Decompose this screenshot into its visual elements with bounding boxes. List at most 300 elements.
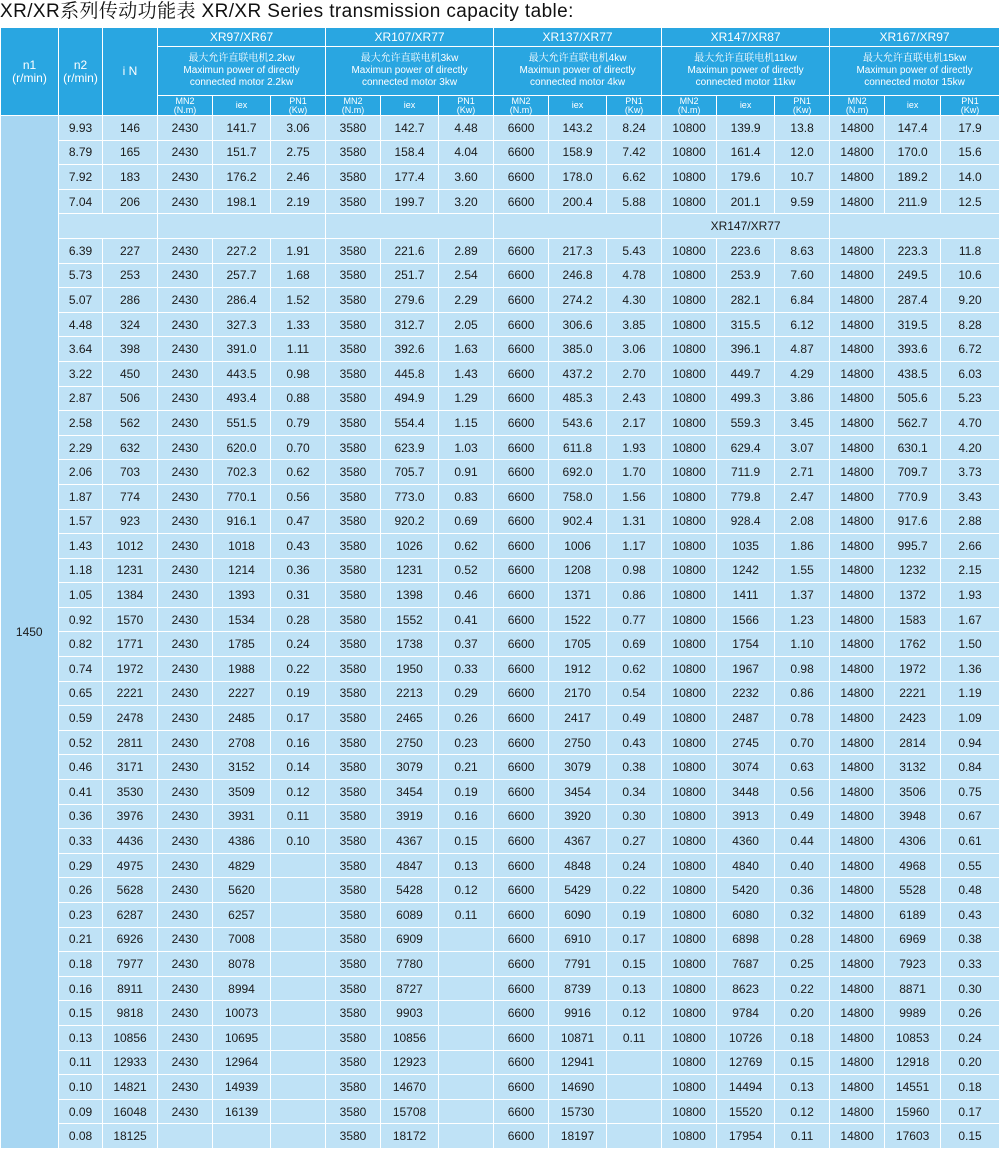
table-cell: 1762 — [885, 632, 941, 657]
unit-header-iex — [381, 96, 439, 116]
table-cell: 6600 — [494, 1001, 549, 1026]
model-description-cn: 最大允许直联电机3kw — [360, 53, 459, 64]
table-cell: 3580 — [326, 632, 381, 657]
table-cell: 551.5 — [213, 411, 271, 436]
table-cell: 2.71 — [775, 460, 830, 485]
table-cell: 3580 — [326, 140, 381, 165]
table-cell: 6600 — [494, 238, 549, 263]
table-cell: 2417 — [549, 706, 607, 731]
table-cell: 2213 — [381, 681, 439, 706]
table-cell: 14800 — [830, 976, 885, 1001]
unit-header-label: iex — [571, 100, 584, 110]
table-cell — [271, 1124, 326, 1149]
table-cell: 0.22 — [775, 976, 830, 1001]
table-cell: 10800 — [662, 1050, 717, 1075]
table-cell: 0.22 — [271, 657, 326, 682]
table-cell: 438.5 — [885, 361, 941, 386]
empty-cell — [830, 214, 1000, 239]
table-cell: 4848 — [549, 853, 607, 878]
table-cell: 1972 — [103, 657, 158, 682]
table-cell: 1.91 — [271, 238, 326, 263]
table-cell: 1.29 — [439, 386, 494, 411]
table-cell: 2.70 — [607, 361, 662, 386]
table-cell: 0.19 — [439, 780, 494, 805]
table-cell: 2.54 — [439, 263, 494, 288]
table-cell: 3580 — [326, 116, 381, 141]
unit-header-mn2 — [494, 96, 549, 116]
table-cell: 3152 — [213, 755, 271, 780]
table-cell: 711.9 — [717, 460, 775, 485]
table-cell: 15960 — [885, 1099, 941, 1124]
table-cell: 0.69 — [439, 509, 494, 534]
table-cell: 6600 — [494, 484, 549, 509]
table-cell: 0.09 — [59, 1099, 103, 1124]
table-cell: 3580 — [326, 238, 381, 263]
table-cell — [271, 1025, 326, 1050]
table-cell: 9989 — [885, 1001, 941, 1026]
table-cell: 3530 — [103, 780, 158, 805]
table-cell: 0.62 — [607, 657, 662, 682]
table-cell: 14670 — [381, 1075, 439, 1100]
table-cell: 10800 — [662, 411, 717, 436]
table-cell: 3580 — [326, 927, 381, 952]
table-cell: 2430 — [158, 804, 213, 829]
table-cell: 1967 — [717, 657, 775, 682]
table-cell: 2465 — [381, 706, 439, 731]
table-cell: 227.2 — [213, 238, 271, 263]
table-cell: 6600 — [494, 116, 549, 141]
table-cell: 189.2 — [885, 165, 941, 190]
table-cell: 6257 — [213, 903, 271, 928]
table-cell: 14800 — [830, 632, 885, 657]
table-cell: 10800 — [662, 853, 717, 878]
table-cell: 9784 — [717, 1001, 775, 1026]
table-cell: 0.38 — [941, 927, 1000, 952]
table-cell: 5628 — [103, 878, 158, 903]
table-cell: 0.41 — [439, 607, 494, 632]
table-row — [1, 632, 1000, 657]
table-cell: 0.70 — [271, 435, 326, 460]
table-cell — [213, 1124, 271, 1149]
table-cell: 1026 — [381, 534, 439, 559]
table-cell: 201.1 — [717, 189, 775, 214]
table-cell — [607, 1050, 662, 1075]
table-cell: 2227 — [213, 681, 271, 706]
table-cell: 0.67 — [941, 804, 1000, 829]
table-row — [1, 263, 1000, 288]
table-cell: 0.20 — [775, 1001, 830, 1026]
table-cell: 178.0 — [549, 165, 607, 190]
table-cell: 445.8 — [381, 361, 439, 386]
table-cell: 3580 — [326, 312, 381, 337]
table-cell: 0.82 — [59, 632, 103, 657]
table-cell: 4.48 — [439, 116, 494, 141]
model-description-en2: connected motor 11kw — [695, 77, 796, 88]
table-cell: 1231 — [103, 558, 158, 583]
table-cell: 391.0 — [213, 337, 271, 362]
table-cell: 14800 — [830, 927, 885, 952]
unit-header-mn2 — [830, 96, 885, 116]
table-cell: 2.66 — [941, 534, 1000, 559]
page-title: XR/XR系列传动功能表 XR/XR Series transmission capacity table: — [0, 1, 574, 22]
table-cell: 15708 — [381, 1099, 439, 1124]
table-cell: 3580 — [326, 534, 381, 559]
table-cell: 10726 — [717, 1025, 775, 1050]
table-cell — [439, 1099, 494, 1124]
header-in-label: i N — [122, 64, 138, 78]
table-cell: 779.8 — [717, 484, 775, 509]
table-cell — [439, 1001, 494, 1026]
table-cell: 3580 — [326, 878, 381, 903]
table-cell: 0.15 — [607, 952, 662, 977]
table-cell: 1.52 — [271, 288, 326, 313]
table-cell: 3580 — [326, 829, 381, 854]
table-cell: 0.79 — [271, 411, 326, 436]
table-cell: 5429 — [549, 878, 607, 903]
table-cell: 286 — [103, 288, 158, 313]
table-cell: 3580 — [326, 657, 381, 682]
table-cell: 916.1 — [213, 509, 271, 534]
table-cell: 14800 — [830, 435, 885, 460]
table-cell: 392.6 — [381, 337, 439, 362]
table-cell: 10.7 — [775, 165, 830, 190]
table-cell: 1.93 — [941, 583, 1000, 608]
table-cell — [439, 976, 494, 1001]
empty-cell — [158, 214, 326, 239]
table-cell: 6600 — [494, 657, 549, 682]
table-cell: 0.15 — [439, 829, 494, 854]
table-cell: 10800 — [662, 976, 717, 1001]
table-cell: 10.6 — [941, 263, 1000, 288]
table-cell: 917.6 — [885, 509, 941, 534]
table-cell: 632 — [103, 435, 158, 460]
table-cell: 2430 — [158, 730, 213, 755]
table-cell: 10800 — [662, 1001, 717, 1026]
model-description-en1: Maximun power of directly — [856, 65, 973, 76]
table-cell: 14800 — [830, 140, 885, 165]
model-name-1: XR107/XR77 — [326, 28, 494, 47]
table-cell: 2170 — [549, 681, 607, 706]
table-cell: 0.10 — [271, 829, 326, 854]
table-cell: 6080 — [717, 903, 775, 928]
table-cell: 3.06 — [607, 337, 662, 362]
table-cell: 6.39 — [59, 238, 103, 263]
table-cell: 0.16 — [271, 730, 326, 755]
table-body — [1, 116, 1000, 1149]
table-row — [1, 927, 1000, 952]
table-cell: 3074 — [717, 755, 775, 780]
table-cell: 2430 — [158, 238, 213, 263]
table-cell: 2430 — [158, 165, 213, 190]
table-cell: 2430 — [158, 534, 213, 559]
table-cell: 10800 — [662, 730, 717, 755]
table-cell: 6.72 — [941, 337, 1000, 362]
table-cell — [271, 878, 326, 903]
table-cell — [607, 1075, 662, 1100]
table-cell: 6600 — [494, 730, 549, 755]
table-cell: 6189 — [885, 903, 941, 928]
table-cell: 3.06 — [271, 116, 326, 141]
unit-header-label: MN2 (N.m) — [677, 95, 701, 115]
header-n2-label: n2 (r/min) — [63, 57, 98, 85]
table-cell: 1566 — [717, 607, 775, 632]
table-cell: 0.78 — [775, 706, 830, 731]
table-cell: 0.70 — [775, 730, 830, 755]
table-cell: 1012 — [103, 534, 158, 559]
table-cell: 1.05 — [59, 583, 103, 608]
unit-header-label: MN2 (N.m) — [509, 95, 533, 115]
table-cell: 2478 — [103, 706, 158, 731]
table-cell: 14800 — [830, 730, 885, 755]
table-cell: 2430 — [158, 411, 213, 436]
table-cell: 2.43 — [607, 386, 662, 411]
table-cell: 3580 — [326, 189, 381, 214]
table-cell: 198.1 — [213, 189, 271, 214]
table-cell: 10800 — [662, 706, 717, 731]
table-cell: 4.30 — [607, 288, 662, 313]
table-cell: 4306 — [885, 829, 941, 854]
table-cell: 702.3 — [213, 460, 271, 485]
table-cell: 312.7 — [381, 312, 439, 337]
table-cell: 8.24 — [607, 116, 662, 141]
table-cell: 3.60 — [439, 165, 494, 190]
table-cell: 0.19 — [607, 903, 662, 928]
table-cell: 8727 — [381, 976, 439, 1001]
table-cell: 0.41 — [59, 780, 103, 805]
table-cell: 14800 — [830, 509, 885, 534]
table-cell: 10800 — [662, 263, 717, 288]
table-cell: 10800 — [662, 509, 717, 534]
table-cell: 0.13 — [59, 1025, 103, 1050]
table-cell: 0.36 — [59, 804, 103, 829]
table-cell: 0.33 — [59, 829, 103, 854]
table-cell: 709.7 — [885, 460, 941, 485]
table-cell: 327.3 — [213, 312, 271, 337]
table-cell: 4.20 — [941, 435, 1000, 460]
table-cell: 6600 — [494, 189, 549, 214]
table-cell: 1738 — [381, 632, 439, 657]
table-cell: 1950 — [381, 657, 439, 682]
table-cell: 3454 — [381, 780, 439, 805]
table-cell — [439, 952, 494, 977]
table-row — [1, 878, 1000, 903]
table-cell: 12769 — [717, 1050, 775, 1075]
table-cell: 4840 — [717, 853, 775, 878]
table-cell: 2.29 — [439, 288, 494, 313]
table-cell: 5528 — [885, 878, 941, 903]
table-cell: 6600 — [494, 1124, 549, 1149]
table-cell: 2.08 — [775, 509, 830, 534]
table-cell: 176.2 — [213, 165, 271, 190]
table-cell — [271, 903, 326, 928]
table-row — [1, 1124, 1000, 1149]
unit-header-iex — [213, 96, 271, 116]
table-cell: 2430 — [158, 509, 213, 534]
table-cell: 5428 — [381, 878, 439, 903]
table-cell — [439, 1075, 494, 1100]
table-cell: 1.33 — [271, 312, 326, 337]
table-cell: 1.23 — [775, 607, 830, 632]
table-cell: 3919 — [381, 804, 439, 829]
table-cell: 449.7 — [717, 361, 775, 386]
table-cell: 0.43 — [271, 534, 326, 559]
table-cell: 1.50 — [941, 632, 1000, 657]
table-cell: 1972 — [885, 657, 941, 682]
table-cell: 10856 — [381, 1025, 439, 1050]
table-cell: 4.78 — [607, 263, 662, 288]
table-cell: 6600 — [494, 1050, 549, 1075]
table-cell: 7791 — [549, 952, 607, 977]
table-cell: 1583 — [885, 607, 941, 632]
table-cell: 1.43 — [439, 361, 494, 386]
table-cell: 3580 — [326, 165, 381, 190]
table-cell: 14800 — [830, 681, 885, 706]
table-cell: 10800 — [662, 632, 717, 657]
table-cell: 774 — [103, 484, 158, 509]
table-cell: 10800 — [662, 1124, 717, 1149]
table-row — [1, 460, 1000, 485]
table-row — [1, 509, 1000, 534]
table-cell: 6600 — [494, 829, 549, 854]
table-cell: 3580 — [326, 1124, 381, 1149]
header-n1-label: n1 (r/min) — [12, 57, 47, 85]
unit-header-label: PN1 (Kw) — [456, 95, 476, 115]
table-cell: 1.19 — [941, 681, 1000, 706]
table-cell: 0.43 — [941, 903, 1000, 928]
table-cell: 1552 — [381, 607, 439, 632]
empty-cell — [494, 214, 662, 239]
table-cell: 1214 — [213, 558, 271, 583]
table-cell: 2430 — [158, 681, 213, 706]
table-cell: 0.56 — [775, 780, 830, 805]
table-cell: 2232 — [717, 681, 775, 706]
table-cell: 10695 — [213, 1025, 271, 1050]
unit-header-pn1 — [439, 96, 494, 116]
table-cell — [158, 1124, 213, 1149]
table-cell: 4829 — [213, 853, 271, 878]
table-cell: 3580 — [326, 681, 381, 706]
table-cell: 14800 — [830, 657, 885, 682]
table-cell: 0.17 — [941, 1099, 1000, 1124]
table-cell: 0.15 — [775, 1050, 830, 1075]
table-cell: 0.12 — [775, 1099, 830, 1124]
table-cell: 5.07 — [59, 288, 103, 313]
table-cell: 10853 — [885, 1025, 941, 1050]
table-cell: 4.29 — [775, 361, 830, 386]
table-cell: 559.3 — [717, 411, 775, 436]
table-cell: 2430 — [158, 1001, 213, 1026]
table-cell: 450 — [103, 361, 158, 386]
table-cell: 2430 — [158, 116, 213, 141]
table-cell: 0.15 — [59, 1001, 103, 1026]
table-cell: 9.93 — [59, 116, 103, 141]
table-cell: 223.3 — [885, 238, 941, 263]
table-cell: 16139 — [213, 1099, 271, 1124]
table-cell: 1.31 — [607, 509, 662, 534]
table-cell: 6600 — [494, 632, 549, 657]
table-cell: 14800 — [830, 238, 885, 263]
table-cell: 3171 — [103, 755, 158, 780]
table-cell: 14800 — [830, 189, 885, 214]
table-cell: 0.11 — [59, 1050, 103, 1075]
table-row — [1, 681, 1000, 706]
table-cell: 2.46 — [271, 165, 326, 190]
table-row — [1, 1050, 1000, 1075]
table-cell: 2.05 — [439, 312, 494, 337]
table-cell: 3132 — [885, 755, 941, 780]
table-cell: 0.13 — [775, 1075, 830, 1100]
table-cell: 10800 — [662, 657, 717, 682]
table-cell: 0.98 — [775, 657, 830, 682]
table-cell: 0.36 — [775, 878, 830, 903]
table-cell — [271, 1050, 326, 1075]
table-cell: 4386 — [213, 829, 271, 854]
table-cell: 0.18 — [59, 952, 103, 977]
table-cell: 0.22 — [607, 878, 662, 903]
table-row — [1, 189, 1000, 214]
table-cell: 5.73 — [59, 263, 103, 288]
unit-header-pn1 — [775, 96, 830, 116]
table-cell: 2221 — [885, 681, 941, 706]
table-cell: 3580 — [326, 484, 381, 509]
table-cell: 1035 — [717, 534, 775, 559]
unit-header-label: MN2 (N.m) — [845, 95, 869, 115]
table-row — [1, 337, 1000, 362]
table-cell: 17.9 — [941, 116, 1000, 141]
table-cell: 6600 — [494, 140, 549, 165]
table-cell: 6600 — [494, 706, 549, 731]
model-description-4 — [830, 47, 1000, 96]
table-cell: 2811 — [103, 730, 158, 755]
table-cell: 4436 — [103, 829, 158, 854]
sub-header-row — [1, 214, 1000, 239]
table-cell: 0.62 — [271, 460, 326, 485]
table-cell: 3.20 — [439, 189, 494, 214]
table-cell — [607, 1124, 662, 1149]
table-row — [1, 1099, 1000, 1124]
table-cell: 2750 — [381, 730, 439, 755]
table-cell: 10800 — [662, 484, 717, 509]
model-description-cn: 最大允许直联电机2.2kw — [188, 53, 295, 64]
table-cell: 562.7 — [885, 411, 941, 436]
table-cell: 10800 — [662, 927, 717, 952]
table-cell: 2.87 — [59, 386, 103, 411]
table-cell: 6600 — [494, 1025, 549, 1050]
table-row — [1, 558, 1000, 583]
table-cell: 770.1 — [213, 484, 271, 509]
table-cell: 211.9 — [885, 189, 941, 214]
table-cell: 3948 — [885, 804, 941, 829]
table-cell: 15520 — [717, 1099, 775, 1124]
table-cell: 15730 — [549, 1099, 607, 1124]
table-cell: 2430 — [158, 337, 213, 362]
table-cell: 8739 — [549, 976, 607, 1001]
table-cell — [439, 927, 494, 952]
table-cell — [271, 1001, 326, 1026]
table-cell: 8.79 — [59, 140, 103, 165]
table-cell: 10800 — [662, 435, 717, 460]
table-cell: 494.9 — [381, 386, 439, 411]
table-row — [1, 140, 1000, 165]
table-cell: 0.40 — [775, 853, 830, 878]
table-cell: 0.88 — [271, 386, 326, 411]
unit-header-label: iex — [235, 100, 248, 110]
table-cell: 1.10 — [775, 632, 830, 657]
table-cell: 0.94 — [941, 730, 1000, 755]
table-cell: 1912 — [549, 657, 607, 682]
model-description-en1: Maximun power of directly — [351, 65, 468, 76]
table-cell: 2745 — [717, 730, 775, 755]
